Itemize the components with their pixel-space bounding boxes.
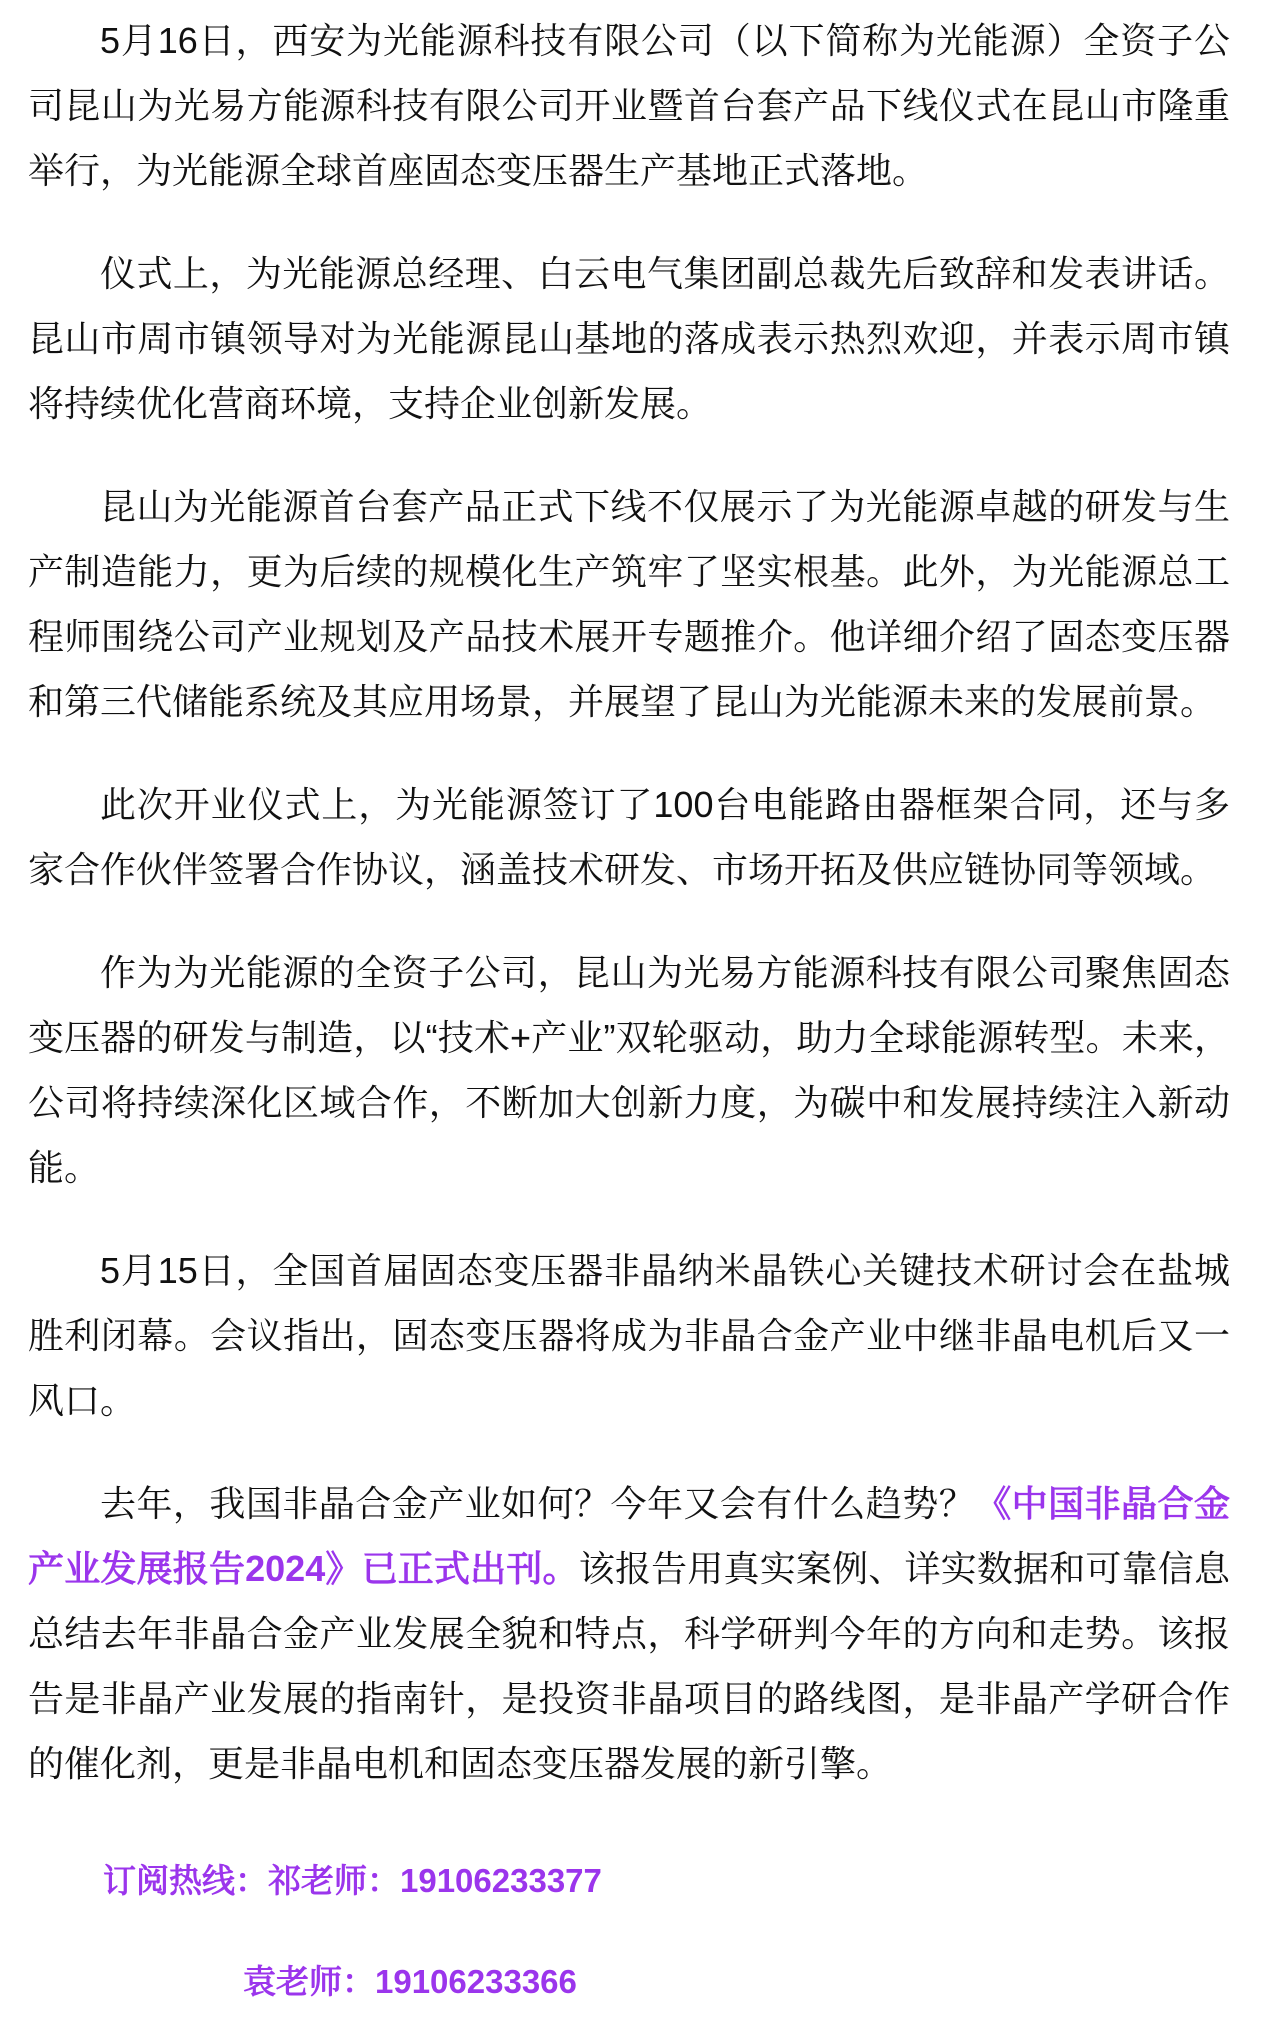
body-text: 5月15日，全国首届固态变压器非晶纳米晶铁心关键技术研讨会在盐城胜利闭幕。会议指出，固态变压器将成为非晶合金产业中继非晶电机后又一风口。 (28, 1250, 1230, 1421)
body-text: 仪式上，为光能源总经理、白云电气集团副总裁先后致辞和发表讲话。昆山市周市镇领导对为光能源昆山基地的落成表示热烈欢迎，并表示周市镇将持续优化营商环境，支持企业创新发展。 (28, 253, 1230, 424)
body-text: 该报告用真实案例、详实数据和可靠信息总结去年非晶合金产业发展全貌和特点，科学研判今年的方向和走势。该报告是非晶产业发展的指南针，是投资非晶项目的路线图，是非晶产学研合作的催化剂，更是非晶电机和固态变压器发展的新引擎。 (28, 1548, 1230, 1784)
paragraph-contracts (28, 772, 1230, 902)
body-text: 去年，我国非晶合金产业如何？今年又会有什么趋势？ (100, 1483, 976, 1524)
body-text: 此次开业仪式上，为光能源签订了100台电能路由器框架合同，还与多家合作伙伴签署合作协议，涵盖技术研发、市场开拓及供应链协同等领域。 (28, 784, 1230, 890)
body-text: 5月16日，西安为光能源科技有限公司（以下简称为光能源）全资子公司昆山为光易方能源科技有限公司开业暨首台套产品下线仪式在昆山市隆重举行，为光能源全球首座固态变压器生产基地正式落地。 (28, 20, 1230, 191)
subscription-hotline-line1: 订阅热线：祁老师：19106233377 (103, 1862, 602, 1899)
body-text: 作为为光能源的全资子公司，昆山为光易方能源科技有限公司聚焦固态变压器的研发与制造，以“技术+产业”双轮驱动，助力全球能源转型。未来，公司将持续深化区域合作，不断加大创新力度，为碳中和发展持续注入新动能。 (28, 952, 1230, 1188)
paragraph-product-launch (28, 474, 1230, 734)
paragraph-symposium (28, 1238, 1230, 1433)
highlighted-report-title: 《中国非晶合金产业发展报告2024》已正式出刊。 (28, 1483, 1230, 1589)
body-text: 昆山为光能源首台套产品正式下线不仅展示了为光能源卓越的研发与生产制造能力，更为后续的规模化生产筑牢了坚实根基。此外，为光能源总工程师围绕公司产业规划及产品技术展开专题推介。他详细介绍了固态变压器和第三代储能系统及其应用场景，并展望了昆山为光能源未来的发展前景。 (28, 486, 1230, 722)
paragraph-speeches (28, 241, 1230, 436)
paragraph-opening-ceremony (28, 8, 1230, 203)
subscription-hotline-line2: 袁老师：19106233366 (243, 1963, 577, 2000)
paragraph-report-promo (28, 1471, 1230, 1796)
paragraph-subsidiary (28, 940, 1230, 1200)
